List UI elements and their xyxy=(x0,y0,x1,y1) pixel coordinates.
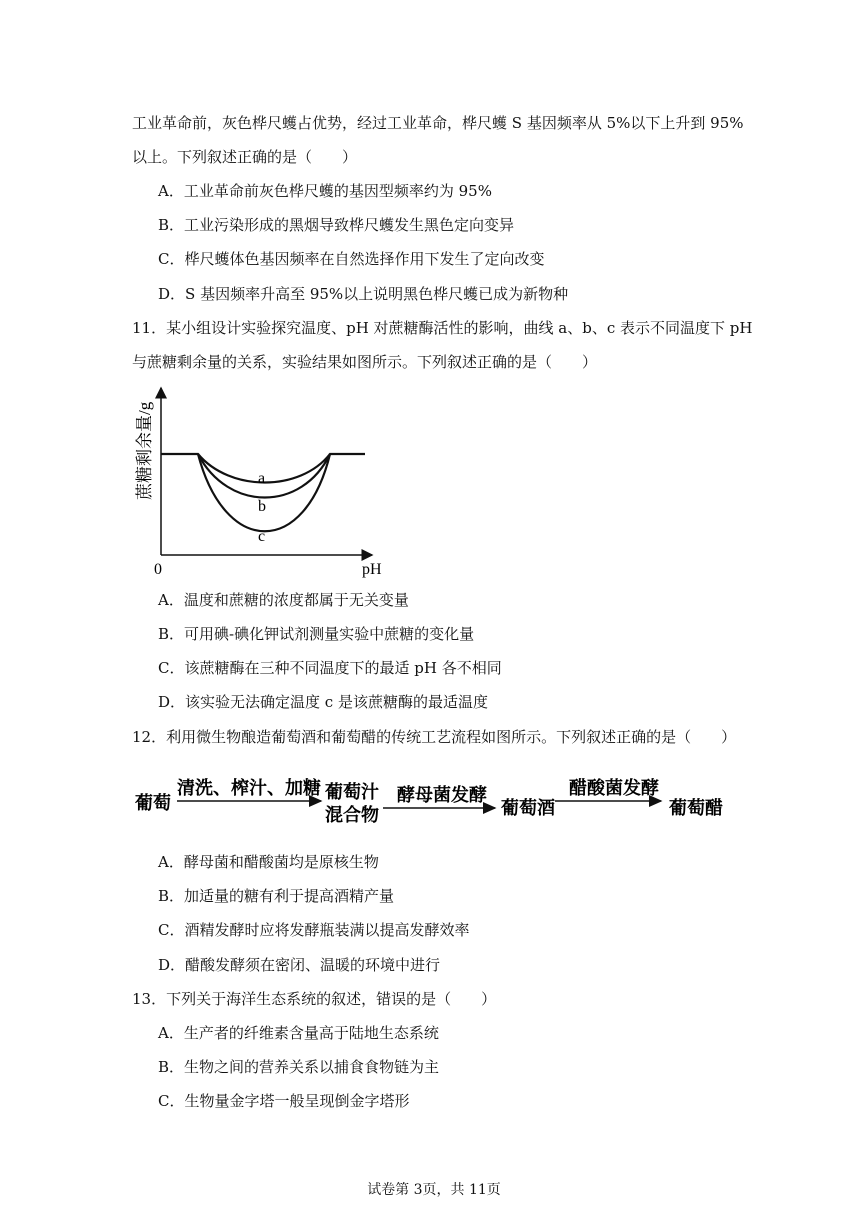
flow-arrow3-label: 醋酸菌发酵 xyxy=(569,778,659,798)
q11-stem-line1: 11．某小组设计实验探究温度、pH 对蔗糖酶活性的影响，曲线 a、b、c 表示不同温度下 pH xyxy=(132,319,753,337)
q11-option-a: A．温度和蔗糖的浓度都属于无关变量 xyxy=(158,591,409,609)
flow-node-mixture-line1: 葡萄汁 xyxy=(325,782,379,802)
q12-option-b: B．加适量的糖有利于提高酒精产量 xyxy=(158,887,395,905)
q13-option-a: A．生产者的纤维素含量高于陆地生态系统 xyxy=(158,1024,439,1042)
y-axis-label: 蔗糖剩余量/g xyxy=(135,401,154,500)
q11-figure xyxy=(120,382,400,582)
q13-option-c: C．生物量金字塔一般呈现倒金字塔形 xyxy=(158,1092,410,1110)
q12-option-c: C．酒精发酵时应将发酵瓶装满以提高发酵效率 xyxy=(158,921,470,939)
curve-label-b: b xyxy=(258,498,266,515)
q10-stem-line2: 以上。下列叙述正确的是（ ） xyxy=(132,148,358,166)
q12-option-d: D．醋酸发酵须在密闭、温暖的环境中进行 xyxy=(158,956,441,974)
q12-flow-diagram xyxy=(125,770,745,830)
page-footer: 试卷第 3页，共 11页 xyxy=(367,1182,501,1198)
flow-arrow1-label: 清洗、榨汁、加糖 xyxy=(177,778,321,798)
q11-stem-line2: 与蔗糖剩余量的关系，实验结果如图所示。下列叙述正确的是（ ） xyxy=(132,353,598,371)
q10-option-c: C．桦尺蠖体色基因频率在自然选择作用下发生了定向改变 xyxy=(158,250,545,268)
x-axis-label: pH xyxy=(362,561,382,578)
flow-arrow2-label: 酵母菌发酵 xyxy=(397,785,487,805)
flow-node-wine: 葡萄酒 xyxy=(501,798,555,818)
curve-c xyxy=(198,454,330,531)
curve-label-c: c xyxy=(258,528,266,545)
q13-stem: 13．下列关于海洋生态系统的叙述，错误的是（ ） xyxy=(132,990,497,1008)
q10-option-b: B．工业污染形成的黑烟导致桦尺蠖发生黑色定向变异 xyxy=(158,216,515,234)
curve-label-a: a xyxy=(258,470,266,487)
q13-option-b: B．生物之间的营养关系以捕食食物链为主 xyxy=(158,1058,440,1076)
q11-option-d: D．该实验无法确定温度 c 是该蔗糖酶的最适温度 xyxy=(158,693,488,711)
origin-label: 0 xyxy=(154,561,162,578)
flow-node-vinegar: 葡萄醋 xyxy=(669,798,723,818)
q10-option-a: A．工业革命前灰色桦尺蠖的基因型频率约为 95% xyxy=(158,182,492,200)
q10-stem-line1: 工业革命前，灰色桦尺蠖占优势，经过工业革命，桦尺蠖 S 基因频率从 5%以下上升到 95% xyxy=(132,114,744,132)
q11-option-c: C．该蔗糖酶在三种不同温度下的最适 pH 各不相同 xyxy=(158,659,502,677)
q11-option-b: B．可用碘-碘化钾试剂测量实验中蔗糖的变化量 xyxy=(158,625,475,643)
flow-node-grape: 葡萄 xyxy=(135,793,171,813)
flow-node-mixture-line2: 混合物 xyxy=(325,805,379,825)
q12-stem: 12．利用微生物酿造葡萄酒和葡萄醋的传统工艺流程如图所示。下列叙述正确的是（ ） xyxy=(132,728,737,746)
q12-option-a: A．酵母菌和醋酸菌均是原核生物 xyxy=(158,853,379,871)
q10-option-d: D．S 基因频率升高至 95%以上说明黑色桦尺蠖已成为新物种 xyxy=(158,285,569,303)
